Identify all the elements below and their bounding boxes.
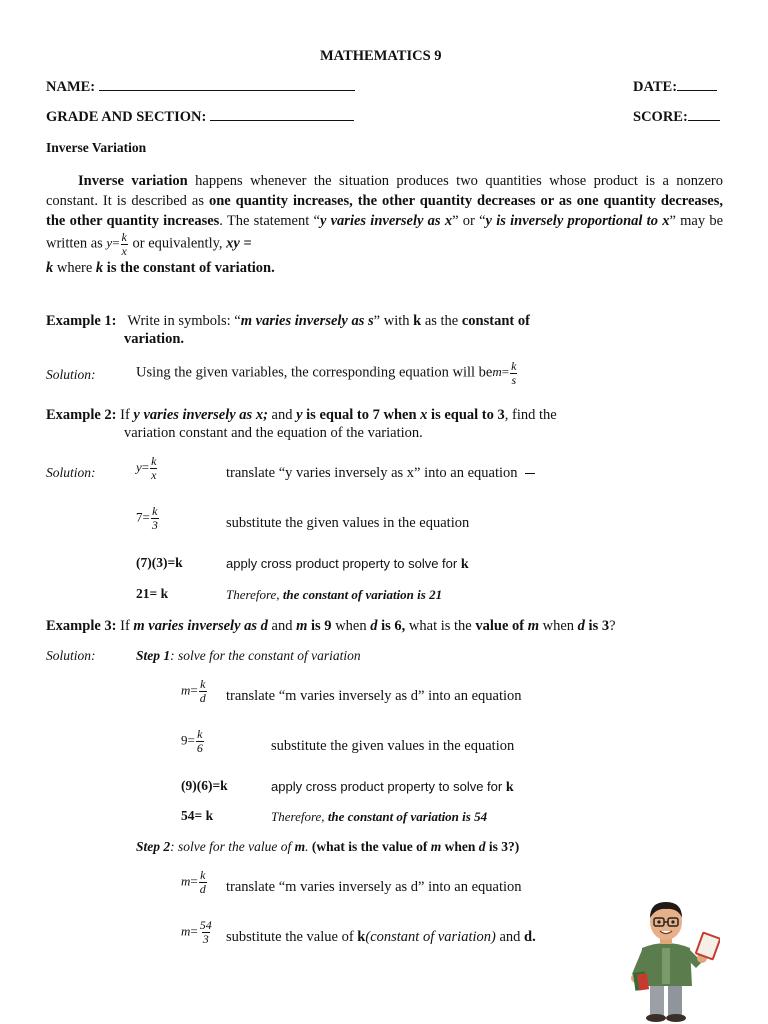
example3-s1-l3b: apply cross product property to solve for k bbox=[271, 779, 514, 795]
example2-line3: (7)(3)=k bbox=[136, 555, 183, 570]
date-field[interactable] bbox=[677, 90, 717, 91]
example3-s2-l2: substitute the value of k(constant of variation) and d. bbox=[226, 929, 536, 945]
example1-solution: Using the given variables, the corresponding equation will bem= $\frac{k}{s}$ bbox=[136, 359, 517, 387]
example3-eq4: m= $\frac{54}{3}$ bbox=[181, 918, 212, 946]
example3: Example 3: If m varies inversely as d and m is 9 when d is 6, what is the value of m when d is 3? bbox=[46, 618, 616, 634]
example2-step2: substitute the given values in the equation bbox=[226, 515, 470, 531]
example3-s1-l4: 54= k bbox=[181, 808, 214, 823]
intro-paragraph: Inverse variation happens whenever the situation produces two quantities whose product is a nonzero constant. It is described as one quantity increases, the other quantity decreases or as one quantity decreases, the other quantity increases. The statement “y varies inversely as x” or “y is inversely proportional to x” may be written as y= $\frac{k}{x}$ or equivalently, xy = k where k is the constant of variation. bbox=[46, 173, 724, 276]
example3-s1-l1: translate “m varies inversely as d” into an equation bbox=[226, 688, 522, 704]
example3-s1-l3: (9)(6)=k bbox=[181, 778, 228, 793]
grade-section-field[interactable] bbox=[210, 120, 354, 121]
score-label: SCORE: bbox=[633, 109, 720, 126]
name-field[interactable] bbox=[99, 90, 355, 91]
grade-section-label: GRADE AND SECTION: bbox=[46, 109, 354, 126]
example2-solution-label: Solution: bbox=[46, 465, 96, 480]
example2-step3: apply cross product property to solve for k bbox=[226, 556, 469, 572]
section-title: Inverse Variation bbox=[46, 140, 147, 155]
example3-eq2: 9= $\frac{k}{6}$ bbox=[181, 727, 203, 755]
example3-eq1: m= $\frac{k}{d}$ bbox=[181, 677, 206, 705]
example2-line4: 21= k bbox=[136, 586, 169, 601]
example1-cont: variation. bbox=[124, 331, 185, 347]
example2-step4: Therefore, the constant of variation is 21 bbox=[226, 587, 443, 602]
example3-eq3: m= $\frac{k}{d}$ bbox=[181, 868, 206, 896]
example3-step1-heading: Step 1: solve for the constant of variation bbox=[136, 648, 361, 663]
inverse-equation: y= $\frac{k}{x}$ bbox=[106, 230, 127, 258]
example2: Example 2: If y varies inversely as x; and y is equal to 7 when x is equal to 3, find the variation constant and the equation of the variation. bbox=[46, 407, 557, 441]
example3-s2-l1: translate “m varies inversely as d” into an equation bbox=[226, 879, 522, 895]
example2-step1: translate “y varies inversely as x” into an equation bbox=[226, 465, 535, 482]
example2-eq2: 7= $\frac{k}{3}$ bbox=[136, 504, 158, 532]
teacher-avatar-illustration bbox=[620, 900, 720, 1022]
example2-eq1: y= $\frac{k}{x}$ bbox=[136, 454, 157, 482]
example3-s1-l2: substitute the given values in the equation bbox=[271, 738, 515, 754]
example3-step2-heading: Step 2: solve for the value of m. (what is the value of m when d is 3?) bbox=[136, 839, 520, 854]
name-label: NAME: bbox=[46, 79, 355, 96]
example3-solution-label: Solution: bbox=[46, 648, 96, 663]
example1-solution-label: Solution: bbox=[46, 367, 96, 382]
page-title: MATHEMATICS 9 bbox=[320, 48, 442, 64]
example3-s1-l4b: Therefore, the constant of variation is 54 bbox=[271, 809, 488, 824]
score-field[interactable] bbox=[688, 120, 720, 121]
date-label: DATE: bbox=[633, 79, 717, 96]
short-dash bbox=[525, 473, 535, 474]
example1: Example 1: Write in symbols: “m varies inversely as s” with k as the constant of bbox=[46, 313, 530, 329]
